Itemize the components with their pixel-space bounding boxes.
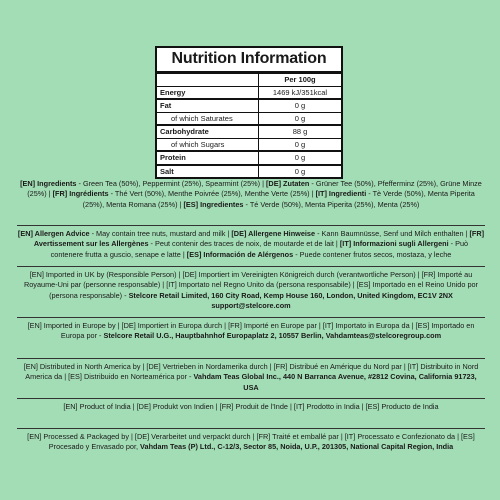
divider xyxy=(17,358,485,359)
na-distribution-label: [EN] Distributed in North America by | [DE] Vertrieben in Nordamerika durch | [FR] Distribué en Amérique du Nord par | [IT] Distribuito in Nord America da | [ES] Distribuido en Norteamérica por - xyxy=(23,362,479,382)
divider xyxy=(17,225,485,226)
nutrition-row-value: 0 g xyxy=(294,166,306,176)
product-origin-text xyxy=(17,402,485,412)
nutrition-row-sugars xyxy=(157,139,341,153)
nutrition-per-label: Per 100g xyxy=(284,75,316,84)
nutrition-header-label xyxy=(157,74,259,86)
divider xyxy=(17,266,485,267)
ingredients-de-text: - Grüner Tee (50%), Pfefferminz (25%), Grüne Minze (25%) | xyxy=(27,179,482,199)
eu-import-label: [EN] Imported in Europe by | [DE] Importiert in Europa durch | [FR] Importé en Europe par | [IT] Importato in Europa da | [ES] Importado en Europa por - xyxy=(27,321,475,341)
nutrition-row-value: 1469 kJ/351kcal xyxy=(272,87,328,97)
nutrition-row-value: 0 g xyxy=(294,153,306,162)
allergen-it-heading: [IT] Informazioni sugli Allergeni xyxy=(339,239,449,249)
product-origin-label: [EN] Product of India | [DE] Produkt von Indien | [FR] Produit de l'Inde | [IT] Prodotto in India | [ES] Producto de India xyxy=(63,402,439,411)
nutrition-row-label: of which Saturates xyxy=(157,113,259,125)
allergen-it-text: - Può contenere frutta a guscio, senape e latte | xyxy=(50,239,469,259)
na-distribution-address: Vahdam Teas Global Inc., 440 N Barranca Avenue, #2812 Covina, California 91723, USA xyxy=(193,372,477,392)
nutrition-row-value: 0 g xyxy=(294,113,306,123)
processed-text xyxy=(17,432,485,453)
allergen-en-heading: [EN] Allergen Advice xyxy=(17,229,90,238)
uk-import-text xyxy=(17,270,485,312)
ingredients-it-heading: [IT] Ingredienti xyxy=(315,189,367,199)
processed-label: [EN] Processed & Packaged by | [DE] Verarbeitet und verpackt durch | [FR] Traité et emballé par | [IT] Processato e Confezionato da | [ES] Procesado y Envasado por, xyxy=(27,432,475,452)
nutrition-header-row xyxy=(157,74,341,87)
ingredients-fr-text: - Thé Vert (50%), Menthe Poivrée (25%), Menthe Verte (25%) | xyxy=(108,189,316,199)
processed-address: Vahdam Teas (P) Ltd., C-12/3, Sector 85, Noida, U.P., 201305, National Capital Region, India xyxy=(140,442,454,452)
ingredients-fr-heading: [FR] Ingrédients xyxy=(52,189,109,199)
allergen-es-heading: [ES] Información de Alérgenos xyxy=(186,249,294,259)
ingredients-it-text: - Tè Verde (50%), Menta Piperita (25%), Menta Romana (25%) | xyxy=(82,189,475,209)
ingredients-de-heading: [DE] Zutaten xyxy=(266,179,310,188)
divider xyxy=(17,428,485,429)
ingredients-es-text: - Té Verde (50%), Menta Piperita (25%), Menta (25%) xyxy=(243,199,420,209)
nutrition-row-label: Energy xyxy=(157,87,259,99)
uk-import-address: Stelcore Retail Limited, 160 City Road, Kemp House 160, London, United Kingdom, EC1V 2NX support@stelcore.com xyxy=(128,290,453,311)
na-distribution-text xyxy=(17,362,485,393)
ingredients-es-heading: [ES] Ingredientes xyxy=(183,199,244,209)
nutrition-row-energy xyxy=(157,87,341,101)
nutrition-title: Nutrition Information xyxy=(157,48,341,74)
allergen-es-text: - Puede contener frutos secos, mostaza, y leche xyxy=(293,249,452,259)
allergen-en-text: - May contain tree nuts, mustard and milk | xyxy=(89,229,232,238)
nutrition-row-salt xyxy=(157,166,341,178)
nutrition-row-label: Carbohydrate xyxy=(157,126,259,138)
nutrition-row-label: Fat xyxy=(157,100,259,112)
nutrition-row-value: 0 g xyxy=(294,139,306,149)
allergen-de-heading: [DE] Allergene Hinweise xyxy=(231,229,316,238)
nutrition-row-label: of which Sugars xyxy=(157,139,259,151)
divider xyxy=(17,398,485,399)
nutrition-row-protein xyxy=(157,152,341,166)
nutrition-table xyxy=(155,46,343,179)
ingredients-text xyxy=(17,179,485,210)
allergen-text xyxy=(17,229,485,260)
ingredients-en-text: - Green Tea (50%), Peppermint (25%), Spearmint (25%) | xyxy=(76,179,266,188)
nutrition-row-value: 88 g xyxy=(292,127,308,136)
nutrition-row-fat xyxy=(157,100,341,113)
ingredients-en-heading: [EN] Ingredients xyxy=(20,179,77,188)
nutrition-row-label: Salt xyxy=(157,166,259,178)
eu-import-text xyxy=(17,321,485,342)
nutrition-row-value: 0 g xyxy=(294,101,306,110)
nutrition-row-carbohydrate xyxy=(157,126,341,139)
allergen-fr-text: - Peut contenir des traces de noix, de moutarde et de lait | xyxy=(148,239,340,249)
divider xyxy=(17,317,485,318)
allergen-de-text: - Kann Baumnüsse, Senf und Milch enthalten | xyxy=(315,229,470,238)
uk-import-label: [EN] Imported in UK by (Responsible Person) | [DE] Importiert im Vereinigten Königreich durch (verantwortliche Person) | [FR] Importé au Royaume-Uni par (personne responsable) | [IT] Importato nel Regno Unito da (persona responsabile) | [ES] Importado en el Reino Unido por (persona responsable) - xyxy=(23,270,478,300)
nutrition-row-label: Protein xyxy=(157,152,259,164)
eu-import-address: Stelcore Retail U.G., Hauptbahnhof Europaplatz 2, 10557 Berlin, Vahdamteas@stelcoregroup.com xyxy=(103,331,442,341)
nutrition-row-saturates xyxy=(157,113,341,127)
allergen-fr-heading: [FR] Avertissement sur les Allergènes xyxy=(33,229,485,249)
